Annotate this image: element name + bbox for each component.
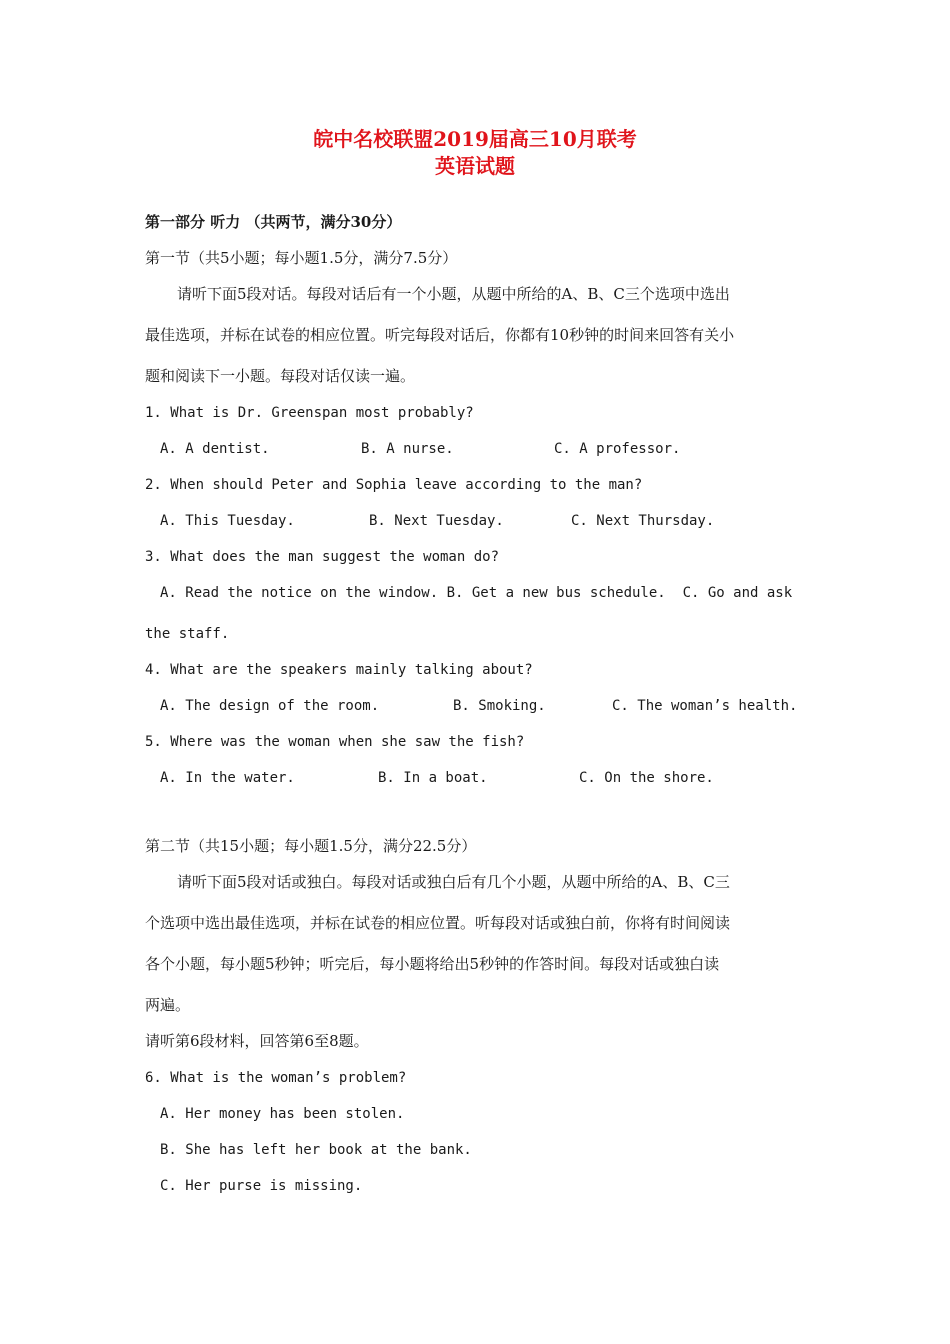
option-c: C. Next Thursday. bbox=[571, 513, 715, 529]
exam-title: 皖中名校联盟2019届高三10月联考 bbox=[313, 127, 637, 151]
section1-instruction-line: 最佳选项，并标在试卷的相应位置。听完每段对话后，你都有10秒钟的时间来回答有关小 bbox=[145, 326, 735, 344]
section2-instruction-line: 请听下面5段对话或独白。每段对话或独白后有几个小题，从题中所给的A、B、C三 bbox=[177, 873, 730, 891]
section2-instruction-line: 两遍。 bbox=[145, 996, 191, 1014]
question-1: 1. What is Dr. Greenspan most probably? bbox=[145, 405, 474, 421]
option-a: A. This Tuesday. bbox=[160, 513, 295, 529]
option-b: B. A nurse. bbox=[361, 441, 454, 457]
section2-instruction-line: 个选项中选出最佳选项，并标在试卷的相应位置。听每段对话或独白前，你将有时间阅读 bbox=[145, 914, 731, 932]
question-4: 4. What are the speakers mainly talking about? bbox=[145, 662, 533, 678]
option-b: B. She has left her book at the bank. bbox=[160, 1142, 472, 1158]
section1-instruction-line: 请听下面5段对话。每段对话后有一个小题，从题中所给的A、B、C三个选项中选出 bbox=[177, 285, 730, 303]
part1-heading: 第一部分 听力 （共两节，满分30分） bbox=[145, 213, 402, 231]
option-b: B. Smoking. bbox=[453, 698, 546, 714]
option-c: C. On the shore. bbox=[579, 770, 714, 786]
option-a: A. The design of the room. bbox=[160, 698, 380, 714]
section2-instruction-line: 各个小题，每小题5秒钟；听完后，每小题将给出5秒钟的作答时间。每段对话或独白读 bbox=[145, 955, 720, 973]
question-3: 3. What does the man suggest the woman do? bbox=[145, 549, 500, 565]
option-b: B. Next Tuesday. bbox=[369, 513, 504, 529]
section2-heading: 第二节（共15小题；每小题1.5分，满分22.5分） bbox=[145, 837, 477, 855]
option-c: C. The woman’s health. bbox=[612, 698, 798, 714]
question-3-options-wrap: the staff. bbox=[145, 626, 230, 642]
section1-heading: 第一节（共5小题；每小题1.5分，满分7.5分） bbox=[145, 249, 458, 267]
section1-instruction-line: 题和阅读下一小题。每段对话仅读一遍。 bbox=[145, 367, 416, 385]
option-a: A. In the water. bbox=[160, 770, 295, 786]
question-5: 5. Where was the woman when she saw the fish? bbox=[145, 734, 525, 750]
question-6: 6. What is the woman’s problem? bbox=[145, 1070, 407, 1086]
exam-subtitle: 英语试题 bbox=[435, 154, 515, 178]
option-a: A. A dentist. bbox=[160, 441, 270, 457]
option-c: C. Her purse is missing. bbox=[160, 1178, 363, 1194]
option-a: A. Her money has been stolen. bbox=[160, 1106, 405, 1122]
option-b: B. In a boat. bbox=[378, 770, 488, 786]
option-c: C. A professor. bbox=[554, 441, 681, 457]
material-note: 请听第6段材料，回答第6至8题。 bbox=[145, 1032, 369, 1050]
question-2: 2. When should Peter and Sophia leave according to the man? bbox=[145, 477, 643, 493]
question-3-options: A. Read the notice on the window. B. Get a new bus schedule. C. Go and ask bbox=[160, 585, 793, 601]
